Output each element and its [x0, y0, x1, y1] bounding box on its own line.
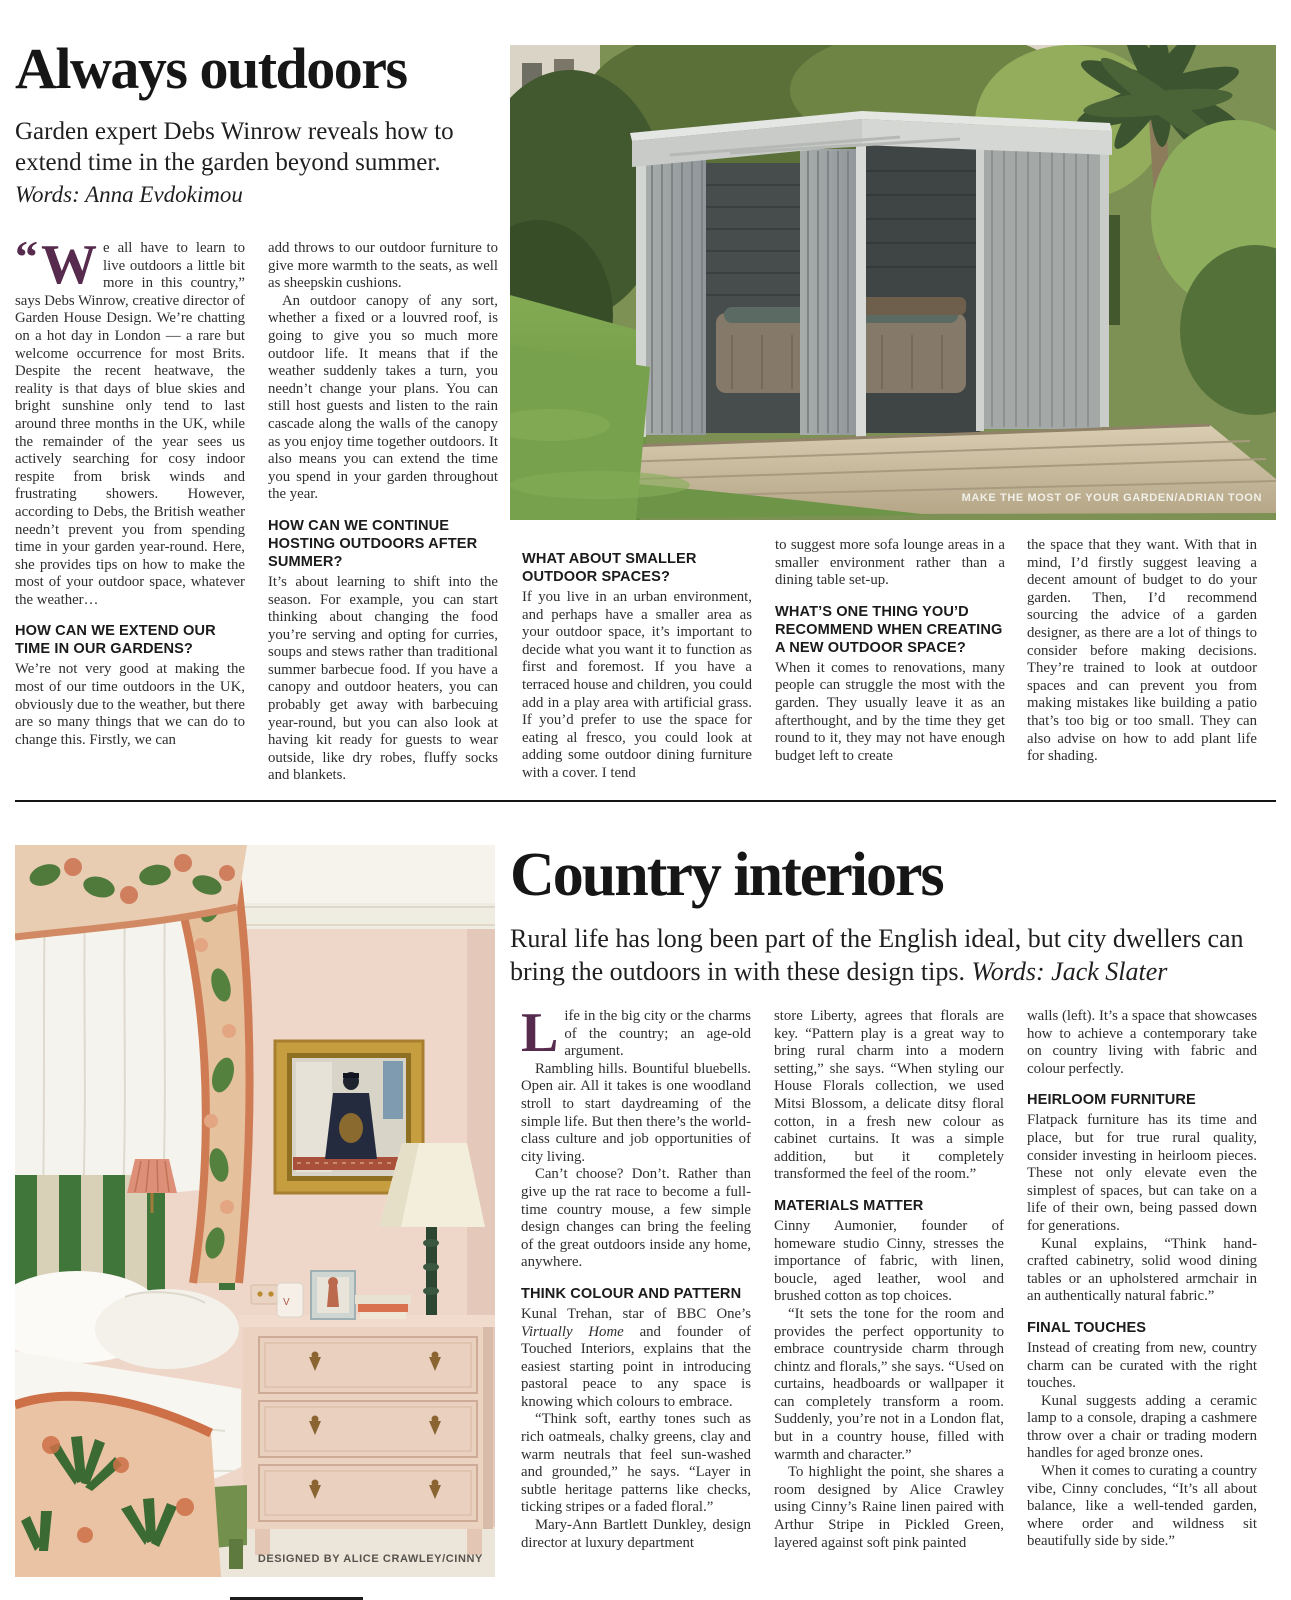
- paragraph: “ W e all have to learn to live outdoors a little bit more in this country,” says Debs Winrow, creative director of Garden House Design. We’re chatting on a hot day in London — a rare but welcome occurrence for most Brits. Despite the recent heatwave, the reality is that days of blue skies and bright sunshine only tend to last around three months in the UK, while the remainder of the year sees us actively searching for cosy indoor respite from brisk winds and frustrating showers. However, according to Debs, the British weather needn’t prevent you from spending time in your garden year-round. Here, she provides tips on how to make the most of your outdoor space, whatever the weather…: [15, 240, 245, 608]
- paragraph: to suggest more sofa lounge areas in a smaller environment rather than a dining table set-up.: [775, 537, 1005, 589]
- drop-cap: L: [521, 1008, 559, 1064]
- paragraph: When it comes to curating a country vibe, Cinny concludes, “It’s all about balance, like a well-tended garden, where order and wildness sit beautifully side by side.”: [1027, 1463, 1257, 1550]
- section-heading: MATERIALS MATTER: [774, 1197, 924, 1214]
- article1-byline: Words: Anna Evdokimou: [15, 182, 243, 207]
- article2-byline: Words: Jack Slater: [971, 957, 1168, 986]
- paragraph: Cinny Aumonier, founder of homeware studio Cinny, stresses the importance of fabric, with linen, boucle, aged leather, wool and brushed cotton as top choices.: [774, 1217, 1004, 1305]
- chest-of-drawers: [239, 1315, 495, 1555]
- paragraph: Kunal suggests adding a ceramic lamp to a console, draping a cashmere throw over a chair or trading modern handles for aged bronze ones.: [1027, 1392, 1257, 1462]
- section-heading: HOW CAN WE CONTINUE HOSTING OUTDOORS AFTER SUMMER?: [268, 517, 478, 570]
- section-heading: THINK COLOUR AND PATTERN: [521, 1285, 742, 1302]
- article1-column-4: [775, 537, 1005, 798]
- article1-header: [15, 38, 495, 209]
- paragraph: Mary-Ann Bartlett Dunkley, design director at luxury department: [521, 1517, 751, 1551]
- paragraph: Life in the big city or the charms of the country; an age-old argument.: [521, 1008, 751, 1064]
- paragraph: Flatpack furniture has its time and place, but for true rural quality, consider investing in heirloom pieces. These not only elevate even the simplest of spaces, but can take on a life of their own, being passed down for generations.: [1027, 1112, 1257, 1234]
- svg-text:V: V: [283, 1297, 290, 1308]
- picture-frame: [311, 1271, 355, 1319]
- paragraph: An outdoor canopy of any sort, whether a fixed or a louvred roof, is going to give you so much more outdoor life. It means that if the weather suddenly takes a turn, you needn’t change your plans. You can still host guests and listen to the rain cascade along the walls of the canopy as you enjoy time together outdoors. It also means you can extend the time you spend in your garden throughout the year.: [268, 292, 498, 503]
- wall-switch: [251, 1285, 279, 1304]
- book-stack: [355, 1295, 411, 1319]
- paragraph: “It sets the tone for the room and provides the perfect opportunity to embrace countryside charm through chintz and florals,” she says. “Used on curtains, headboards or wallpaper it can completely transform a room. Suddenly, you’re not in a London flat, but in a country house, filled with warmth and character.”: [774, 1305, 1004, 1463]
- garden-photo-illustration: [510, 45, 1276, 520]
- section-heading: WHAT’S ONE THING YOU’D RECOMMEND WHEN CREATING A NEW OUTDOOR SPACE?: [775, 603, 1003, 656]
- drop-cap: W: [41, 240, 97, 296]
- paragraph: Rambling hills. Bountiful bluebells. Open air. All it takes is one woodland stroll to start daydreaming of the simple life. But then there’s the world-class culture and job opportunities of city living.: [521, 1060, 751, 1165]
- article1-column-2: [268, 240, 498, 798]
- garden-photo: [510, 45, 1276, 520]
- article2-column-2: [774, 1008, 1004, 1600]
- floral-quilt: [15, 1396, 221, 1577]
- paragraph: add throws to our outdoor furniture to give more warmth to the seats, as well as sheepskin cushions.: [268, 240, 498, 292]
- article2-header: [510, 842, 1276, 988]
- article1-column-1: [15, 240, 245, 798]
- article2-standfirst-text: Rural life has long been part of the English ideal, but city dwellers can bring the outdoors in with these design tips.: [510, 924, 1244, 986]
- bedroom-photo: [15, 845, 495, 1577]
- garden-photo-caption: MAKE THE MOST OF YOUR GARDEN/ADRIAN TOON: [961, 492, 1262, 504]
- article1-column-3: [522, 537, 752, 798]
- section-heading: HEIRLOOM FURNITURE: [1027, 1092, 1196, 1109]
- article1-column-5: [1027, 537, 1257, 798]
- bedroom-photo-illustration: [15, 845, 495, 1577]
- glass-tumbler: [277, 1283, 303, 1317]
- paragraph: When it comes to renovations, many people can struggle the most with the garden. They usually leave it as an afterthought, and by the time they get round to it, they may not have enough budget left to create: [775, 659, 1005, 764]
- paragraph: Can’t choose? Don’t. Rather than give up the rat race to become a full-time country mouse, a few simple design changes can bring the feeling of the great outdoors inside any home, anywhere.: [521, 1166, 751, 1271]
- pull-quote-mark: “: [15, 240, 38, 282]
- article2-column-1: [521, 1008, 751, 1600]
- section-heading: FINAL TOUCHES: [1027, 1319, 1147, 1336]
- section-divider: [15, 800, 1276, 802]
- paragraph: walls (left). It’s a space that showcases how to achieve a contemporary take on country living with fabric and colour perfectly.: [1027, 1008, 1257, 1077]
- bedroom-photo-caption: DESIGNED BY ALICE CRAWLEY/CINNY: [257, 1553, 483, 1565]
- paragraph: store Liberty, agrees that florals are key. “Pattern play is a great way to bring rural charm into a modern setting,” she says. “When styling our House Florals collection, we used Mitsi Blossom, a delicate ditsy floral cotton, in a fresh new colour as cabinet curtains. It was a simple addition, but it completely transformed the feel of the room.”: [774, 1008, 1004, 1183]
- article1-headline: Always outdoors: [15, 36, 407, 101]
- paragraph: the space that they want. With that in mind, I’d firstly suggest leaving a decent amount of budget to do your garden. Then, I’d recommend sourcing the advice of a garden designer, as there are a lot of things to consider before making decisions. They’re trained to look at outdoor spaces and can prevent you from making mistakes like building a patio that’s too big or too small. They can also advise on how to add plant life for shading.: [1027, 537, 1257, 765]
- paragraph: It’s about learning to shift into the season. For example, you can start thinking about changing the food you’re serving and opting for curries, soups and stews rather than traditional summer barbecue food. If you have a canopy and outdoor heaters, you can probably get away with barbecuing year-round, but you can also look at having kit ready for guests to wear outside, like dry robes, fluffy socks and blankets.: [268, 573, 498, 784]
- article2-headline: Country interiors: [510, 841, 943, 909]
- article2-standfirst: [510, 922, 1260, 988]
- paragraph: Kunal explains, “Think hand-crafted cabinetry, solid wood dining tables or an upholstered armchair in an authentically natural fabric.”: [1027, 1235, 1257, 1305]
- paragraph: Instead of creating from new, country charm can be curated with the right touches.: [1027, 1339, 1257, 1392]
- pergola: [630, 111, 1112, 441]
- section-heading: WHAT ABOUT SMALLER OUTDOOR SPACES?: [522, 551, 697, 585]
- paragraph: To highlight the point, she shares a room designed by Alice Crawley using Cinny’s Raine linen paired with Arthur Stripe in Pickled Green, layered against soft pink painted: [774, 1464, 1004, 1551]
- paragraph: We’re not very good at making the most of our time outdoors in the UK, obviously due to the weather, but there are so many things that we can do to change this. Firstly, we can: [15, 661, 245, 748]
- paragraph: Kunal Trehan, star of BBC One’s Virtually Home and founder of Touched Interiors, explains that the easiest starting point in introducing pastoral peace to any space is knowing which colours to embrace.: [521, 1305, 751, 1410]
- article1-standfirst: Garden expert Debs Winrow reveals how to extend time in the garden beyond summer.: [15, 118, 454, 176]
- paragraph: If you live in an urban environment, and perhaps have a smaller area as your outdoor space, it’s important to decide what you want it to function as first and foremost. If you have a terraced house and children, you could add in a play area with artificial grass. If you’d prefer to use the space for eating al fresco, you could look at adding some outdoor dining furniture with a cover. I tend: [522, 589, 752, 781]
- section-heading: HOW CAN WE EXTEND OUR TIME IN OUR GARDENS?: [15, 623, 216, 658]
- paragraph: “Think soft, earthy tones such as rich oatmeals, chalky greens, clay and warm neutrals that feel sun-washed and grounded,” he says. “Layer in subtle heritage patterns like checks, ticking stripes or a faded floral.”: [521, 1411, 751, 1516]
- article2-column-3: [1027, 1008, 1257, 1600]
